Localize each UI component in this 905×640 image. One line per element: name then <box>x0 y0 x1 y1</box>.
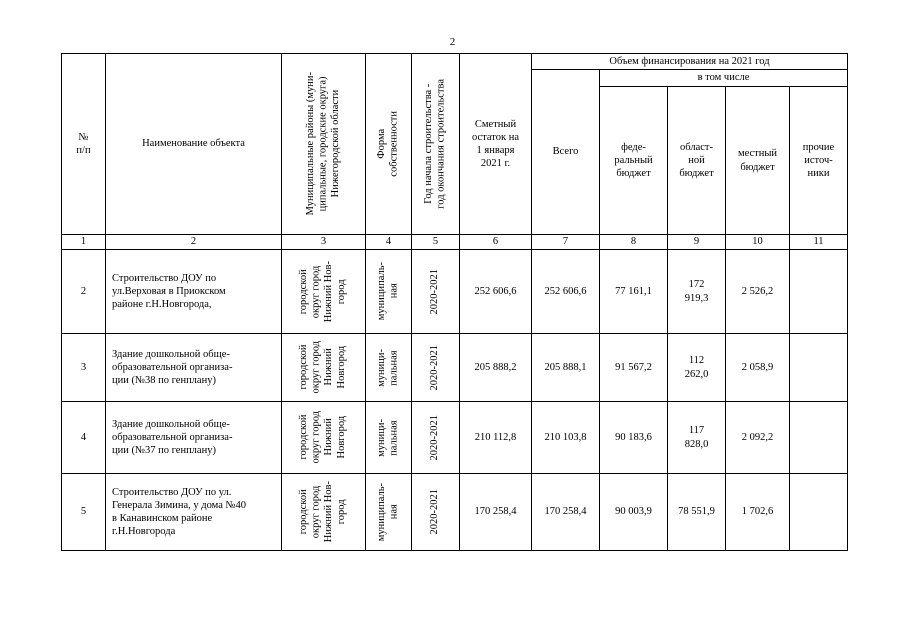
years-text: 2020-2021 <box>429 489 441 535</box>
header-total: Всего <box>532 70 600 235</box>
column-number: 1 <box>62 235 106 250</box>
years-text: 2020-2021 <box>429 414 441 461</box>
object-name: Здание дошкольной обще- образовательной организа- ции (№38 по генплану) <box>106 334 282 402</box>
header-district-text: Муниципальные районы (муни- ципальные, городские округа) Нижегородской области <box>304 72 341 216</box>
row-number: 5 <box>62 474 106 551</box>
federal-cell: 77 161,1 <box>600 250 668 334</box>
header-local: местный бюджет <box>726 87 790 235</box>
column-number: 4 <box>366 235 412 250</box>
row-number: 3 <box>62 334 106 402</box>
regional-cell: 112 262,0 <box>668 334 726 402</box>
district-text: городской округ город Нижний Новгород <box>298 341 348 394</box>
column-number: 3 <box>282 235 366 250</box>
table-row <box>62 474 848 551</box>
ownership-text: муниципаль- ная <box>375 262 400 321</box>
column-number: 9 <box>668 235 726 250</box>
funding-table <box>61 53 848 551</box>
district-cell <box>282 334 366 402</box>
ownership-text: муници- пальная <box>375 348 400 387</box>
header-federal: феде- ральный бюджет <box>600 87 668 235</box>
balance-cell: 210 112,8 <box>460 402 532 474</box>
balance-cell: 252 606,6 <box>460 250 532 334</box>
header-years <box>412 54 460 235</box>
header-years-text: Год начала строительства - год окончания строительства <box>422 79 447 209</box>
regional-cell: 117 828,0 <box>668 402 726 474</box>
regional-cell: 172 919,3 <box>668 250 726 334</box>
header-other: прочие источ- ники <box>790 87 848 235</box>
district-text: городской округ город Нижний Нов- город <box>298 260 348 323</box>
header-row-number: № п/п <box>62 54 106 235</box>
table-row <box>62 250 848 334</box>
years-cell <box>412 402 460 474</box>
header-object-name: Наименование объекта <box>106 54 282 235</box>
federal-cell: 90 183,6 <box>600 402 668 474</box>
column-number: 11 <box>790 235 848 250</box>
column-number: 10 <box>726 235 790 250</box>
column-number: 2 <box>106 235 282 250</box>
header-regional: област- ной бюджет <box>668 87 726 235</box>
ownership-text: муниципаль- ная <box>375 482 400 542</box>
header-including: в том числе <box>600 70 848 87</box>
row-number: 4 <box>62 402 106 474</box>
district-cell <box>282 474 366 551</box>
years-cell <box>412 474 460 551</box>
row-number: 2 <box>62 250 106 334</box>
table-row <box>62 334 848 402</box>
column-number: 5 <box>412 235 460 250</box>
object-name: Строительство ДОУ по ул.Верховая в Приокском районе г.Н.Новгорода, <box>106 250 282 334</box>
header-funding-group: Объем финансирования на 2021 год <box>532 54 848 70</box>
column-number-row <box>62 235 848 250</box>
regional-cell: 78 551,9 <box>668 474 726 551</box>
district-text: городской округ город Нижний Новгород <box>298 411 348 464</box>
header-ownership <box>366 54 412 235</box>
years-text: 2020-2021 <box>429 344 441 391</box>
ownership-text: муници- пальная <box>375 418 400 457</box>
local-cell: 2 526,2 <box>726 250 790 334</box>
district-cell <box>282 402 366 474</box>
total-cell: 210 103,8 <box>532 402 600 474</box>
years-cell <box>412 250 460 334</box>
other-cell <box>790 334 848 402</box>
district-text: городской округ город Нижний Нов- город <box>298 481 348 543</box>
column-number: 8 <box>600 235 668 250</box>
header-district <box>282 54 366 235</box>
object-name: Строительство ДОУ по ул. Генерала Зимина, у дома №40 в Канавинском районе г.Н.Новгорода <box>106 474 282 551</box>
local-cell: 2 058,9 <box>726 334 790 402</box>
district-cell <box>282 250 366 334</box>
other-cell <box>790 402 848 474</box>
local-cell: 1 702,6 <box>726 474 790 551</box>
total-cell: 252 606,6 <box>532 250 600 334</box>
column-number: 6 <box>460 235 532 250</box>
years-text: 2020-2021 <box>429 268 441 315</box>
ownership-cell <box>366 250 412 334</box>
balance-cell: 205 888,2 <box>460 334 532 402</box>
other-cell <box>790 474 848 551</box>
page-number: 2 <box>449 36 456 48</box>
ownership-cell <box>366 334 412 402</box>
ownership-cell <box>366 474 412 551</box>
federal-cell: 90 003,9 <box>600 474 668 551</box>
header-ownership-text: Форма собственности <box>375 111 400 177</box>
header-balance: Сметный остаток на 1 января 2021 г. <box>460 54 532 235</box>
total-cell: 205 888,1 <box>532 334 600 402</box>
balance-cell: 170 258,4 <box>460 474 532 551</box>
years-cell <box>412 334 460 402</box>
federal-cell: 91 567,2 <box>600 334 668 402</box>
other-cell <box>790 250 848 334</box>
ownership-cell <box>366 402 412 474</box>
column-number: 7 <box>532 235 600 250</box>
total-cell: 170 258,4 <box>532 474 600 551</box>
local-cell: 2 092,2 <box>726 402 790 474</box>
table-row <box>62 402 848 474</box>
object-name: Здание дошкольной обще- образовательной организа- ции (№37 по генплану) <box>106 402 282 474</box>
